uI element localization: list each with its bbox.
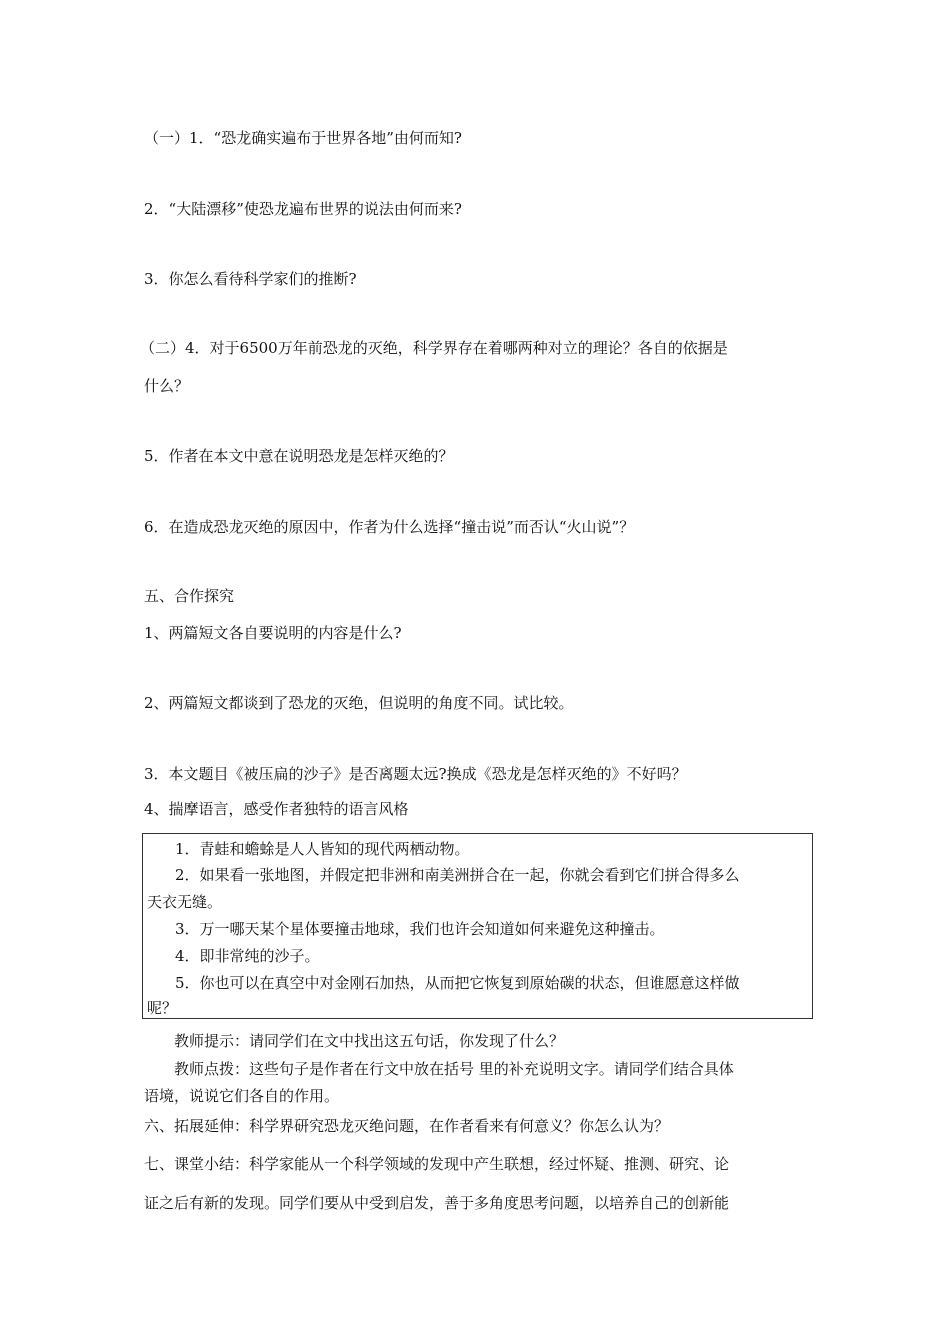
sentence-2-line-2: 天衣无缝。: [147, 893, 223, 911]
section-7-line-2: 证之后有新的发现。同学们要从中受到启发，善于多角度思考问题，以培养自己的创新能: [144, 1194, 730, 1212]
question-6: 6．在造成恐龙灭绝的原因中，作者为什么选择“撞击说”而否认“火山说”？: [144, 518, 635, 536]
question-4-line-1: （二）4．对于6500万年前恐龙的灭绝，科学界存在着哪两种对立的理论？各自的依据是: [140, 339, 728, 357]
sentence-5-line-2: 呢？: [147, 999, 178, 1017]
sentence-4: 4．即非常纯的沙子。: [175, 947, 320, 965]
example-sentences-box: [142, 833, 813, 1019]
section-7-line-1: 七、课堂小结：科学家能从一个科学领域的发现中产生联想，经过怀疑、推测、研究、论: [144, 1155, 730, 1173]
teacher-guide-line-1: 教师点拨：这些句子是作者在行文中放在括号 里的补充说明文字。请同学们结合具体: [174, 1060, 734, 1078]
question-5: 5．作者在本文中意在说明恐龙是怎样灭绝的？: [144, 447, 454, 465]
section-6: 六、拓展延伸：科学界研究恐龙灭绝问题，在作者看来有何意义？你怎么认为？: [144, 1117, 670, 1135]
teacher-guide-line-2: 语境，说说它们各自的作用。: [144, 1087, 340, 1105]
section-5-item-1: 1、两篇短文各自要说明的内容是什么?: [144, 624, 402, 642]
question-2: 2．“大陆漂移”使恐龙遍布世界的说法由何而来?: [144, 200, 462, 218]
sentence-5-line-1: 5．你也可以在真空中对金刚石加热，从而把它恢复到原始碳的状态，但谁愿意这样做: [175, 974, 740, 992]
sentence-2-line-1: 2．如果看一张地图，并假定把非洲和南美洲拼合在一起，你就会看到它们拼合得多么: [175, 866, 740, 884]
question-4-line-2: 什么？: [144, 377, 190, 395]
section-5-item-4: 4、揣摩语言，感受作者独特的语言风格: [144, 800, 409, 818]
section-5-heading: 五、合作探究: [144, 587, 235, 605]
question-3: 3．你怎么看待科学家们的推断?: [144, 270, 357, 288]
sentence-1: 1．青蛙和蟾蜍是人人皆知的现代两栖动物。: [175, 840, 470, 858]
sentence-3: 3．万一哪天某个星体要撞击地球，我们也许会知道如何来避免这种撞击。: [175, 920, 665, 938]
section-5-item-2: 2、两篇短文都谈到了恐龙的灭绝，但说明的角度不同。试比较。: [144, 694, 574, 712]
teacher-hint: 教师提示：请同学们在文中找出这五句话，你发现了什么？: [174, 1032, 565, 1050]
section-5-item-3: 3．本文题目《被压扁的沙子》是否离题太远?换成《恐龙是怎样灭绝的》不好吗？: [144, 765, 687, 783]
question-1: （一）1．“恐龙确实遍布于世界各地”由何而知?: [144, 129, 462, 147]
